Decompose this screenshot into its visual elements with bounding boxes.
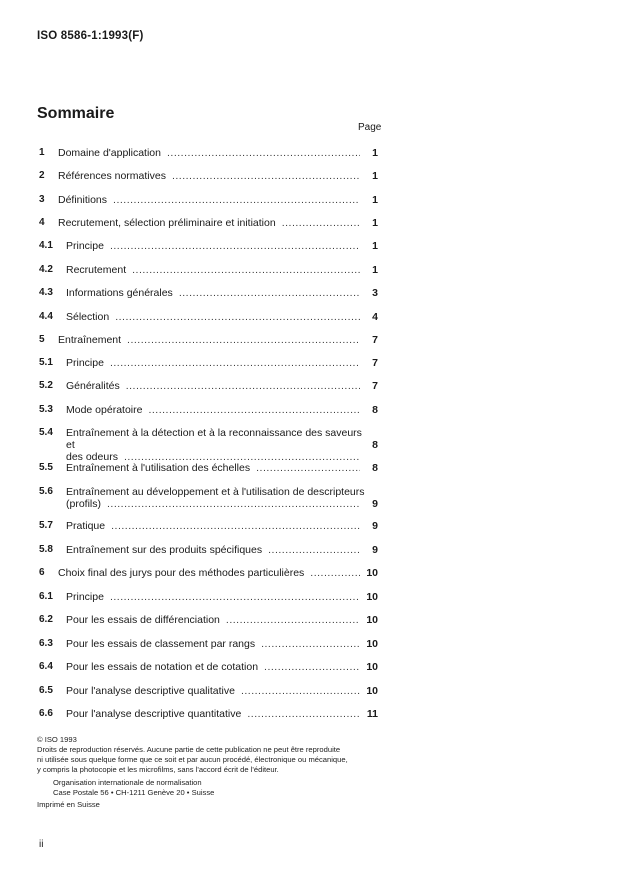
toc-entry-number: 5.1	[39, 357, 53, 368]
toc-entry[interactable]	[39, 240, 379, 254]
dot-leader	[111, 520, 360, 532]
toc-entry-number: 6.6	[39, 708, 53, 719]
toc-entry-number: 6.4	[39, 661, 53, 672]
toc-entry-number: 4.4	[39, 311, 53, 322]
toc-entry-page: 7	[372, 334, 378, 346]
toc-entry[interactable]	[39, 661, 379, 675]
org-address: Case Postale 56 • CH-1211 Genève 20 • Suisse	[53, 788, 215, 797]
toc-entry[interactable]	[39, 685, 379, 699]
dot-leader	[113, 194, 360, 206]
toc-entry-number: 6.5	[39, 685, 53, 696]
toc-entry-title: Entraînement à la détection et à la reconnaissance des saveurs et	[66, 427, 362, 451]
dot-leader	[241, 685, 360, 697]
dot-leader	[132, 264, 360, 276]
toc-entry-title: Principe	[66, 240, 104, 252]
toc-entry[interactable]	[39, 486, 379, 510]
toc-entry[interactable]	[39, 520, 379, 534]
toc-entry-title: Définitions	[58, 194, 108, 206]
toc-entry-title: Références normatives	[58, 170, 166, 182]
dot-leader	[167, 147, 360, 159]
dot-leader	[310, 567, 360, 579]
dot-leader	[264, 661, 360, 673]
toc-entry-number: 5.4	[39, 427, 53, 438]
toc-entry[interactable]	[39, 462, 379, 476]
toc-entry[interactable]	[39, 217, 379, 231]
toc-entry-title: Entraînement au développement et à l'utilisation de descripteurs	[66, 486, 365, 498]
toc-entry-page: 10	[366, 685, 378, 697]
toc-entry[interactable]	[39, 544, 379, 558]
dot-leader	[261, 638, 360, 650]
dot-leader	[110, 240, 360, 252]
toc-entry-title-continued: des odeurs	[66, 451, 118, 463]
toc-entry-number: 6.3	[39, 638, 53, 649]
toc-entry-title: Recrutement	[66, 264, 127, 276]
toc-entry-title: Pour l'analyse descriptive quantitative	[66, 708, 242, 720]
toc-entry-page: 8	[372, 404, 378, 416]
toc-entry-page: 1	[372, 217, 378, 229]
toc-entry-title: Pour les essais de notation et de cotation	[66, 661, 259, 673]
dot-leader	[268, 544, 360, 556]
toc-entry-number: 4	[39, 217, 45, 228]
toc-entry-page: 11	[366, 708, 378, 720]
toc-entry-page: 10	[366, 567, 378, 579]
toc-entry-page: 10	[366, 661, 378, 673]
toc-entry-page: 9	[372, 544, 378, 556]
toc-entry-number: 5.7	[39, 520, 53, 531]
document-id: ISO 8586-1:1993(F)	[37, 30, 144, 42]
toc-entry[interactable]	[39, 404, 379, 418]
toc-entry-title: Pour les essais de différenciation	[66, 614, 220, 626]
page-number: ii	[39, 839, 44, 850]
toc-entry-number: 6	[39, 567, 45, 578]
dot-leader	[126, 380, 360, 392]
toc-entry-title: Entraînement à l'utilisation des échelles	[66, 462, 251, 474]
toc-entry-page: 10	[366, 614, 378, 626]
toc-entry-title: Informations générales	[66, 287, 173, 299]
toc-entry-number: 5	[39, 334, 45, 345]
dot-leader	[148, 404, 360, 416]
toc-entry[interactable]	[39, 357, 379, 371]
toc-entry-page: 7	[372, 380, 378, 392]
dot-leader	[247, 708, 360, 720]
toc-entry-title: Choix final des jurys pour des méthodes particulières	[58, 567, 305, 579]
page-title: Sommaire	[37, 105, 115, 122]
toc-entry-page: 1	[372, 170, 378, 182]
publisher-address	[53, 778, 214, 798]
toc-entry-number: 4.2	[39, 264, 53, 275]
toc-entry-page: 10	[366, 638, 378, 650]
toc-entry-page: 1	[372, 147, 378, 159]
toc-entry-number: 5.2	[39, 380, 53, 391]
toc-entry[interactable]	[39, 194, 379, 208]
toc-entry-number: 5.3	[39, 404, 53, 415]
toc-entry[interactable]	[39, 427, 379, 463]
copyright-line: © ISO 1993	[37, 735, 77, 744]
rights-line: Droits de reproduction réservés. Aucune partie de cette publication ne peut être reproduite	[37, 745, 341, 754]
toc-entry-page: 4	[372, 311, 378, 323]
toc-entry-title: Mode opératoire	[66, 404, 143, 416]
toc-entry-title-continued: (profils)	[66, 498, 102, 510]
toc-entry-page: 9	[372, 498, 378, 510]
toc-entry-title: Entraînement	[58, 334, 122, 346]
dot-leader	[110, 591, 360, 603]
toc-entry[interactable]	[39, 708, 379, 722]
toc-entry-page: 7	[372, 357, 378, 369]
toc-entry-title: Entraînement sur des produits spécifiques	[66, 544, 263, 556]
rights-line: y compris la photocopie et les microfilms, sans l'accord écrit de l'éditeur.	[37, 765, 279, 774]
dot-leader	[127, 334, 360, 346]
page-column-label: Page	[358, 122, 382, 133]
toc-entry[interactable]	[39, 264, 379, 278]
toc-entry-page: 1	[372, 194, 378, 206]
toc-entry[interactable]	[39, 147, 379, 161]
toc-entry-number: 6.1	[39, 591, 53, 602]
dot-leader	[226, 614, 360, 626]
toc-entry-page: 9	[372, 520, 378, 532]
dot-leader	[179, 287, 360, 299]
toc-entry-title: Domaine d'application	[58, 147, 161, 159]
toc-entry-title: Pour les essais de classement par rangs	[66, 638, 256, 650]
toc-entry-page: 3	[372, 287, 378, 299]
toc-entry-page: 8	[372, 462, 378, 474]
dot-leader	[282, 217, 360, 229]
toc-entry[interactable]	[39, 567, 379, 581]
toc-entry[interactable]	[39, 334, 379, 348]
toc-entry-number: 5.5	[39, 462, 53, 473]
toc-entry-page: 8	[372, 439, 378, 451]
toc-entry[interactable]	[39, 287, 379, 301]
toc-entry-number: 4.3	[39, 287, 53, 298]
toc-entry-page: 10	[366, 591, 378, 603]
toc-entry-number: 2	[39, 170, 45, 181]
printed-in: Imprimé en Suisse	[37, 800, 100, 809]
toc-entry[interactable]	[39, 638, 379, 652]
toc-entry[interactable]	[39, 591, 379, 605]
org-name: Organisation internationale de normalisation	[53, 778, 202, 787]
toc-entry[interactable]	[39, 170, 379, 184]
toc-entry-title: Pratique	[66, 520, 106, 532]
dot-leader	[115, 311, 360, 323]
toc-entry-title: Sélection	[66, 311, 110, 323]
rights-line: ni utilisée sous quelque forme que ce soit et par aucun procédé, électronique ou mécanique,	[37, 755, 348, 764]
toc-entry-page: 1	[372, 240, 378, 252]
toc-entry[interactable]	[39, 614, 379, 628]
toc-entry-title: Recrutement, sélection préliminaire et initiation	[58, 217, 276, 229]
toc-entry-number: 1	[39, 147, 45, 158]
toc-entry-number: 6.2	[39, 614, 53, 625]
toc-entry-number: 3	[39, 194, 45, 205]
dot-leader	[256, 462, 360, 474]
dot-leader	[110, 357, 360, 369]
toc-entry-title: Principe	[66, 357, 104, 369]
toc-entry-number: 4.1	[39, 240, 53, 251]
dot-leader	[172, 170, 360, 182]
toc-entry-page: 1	[372, 264, 378, 276]
toc-entry[interactable]	[39, 380, 379, 394]
copyright-notice	[37, 735, 348, 775]
dot-leader	[107, 498, 360, 510]
toc-entry-title: Généralités	[66, 380, 120, 392]
toc-entry-number: 5.6	[39, 486, 53, 497]
toc-entry-title: Pour l'analyse descriptive qualitative	[66, 685, 235, 697]
toc-entry-title: Principe	[66, 591, 104, 603]
toc-entry-number: 5.8	[39, 544, 53, 555]
toc-entry[interactable]	[39, 311, 379, 325]
